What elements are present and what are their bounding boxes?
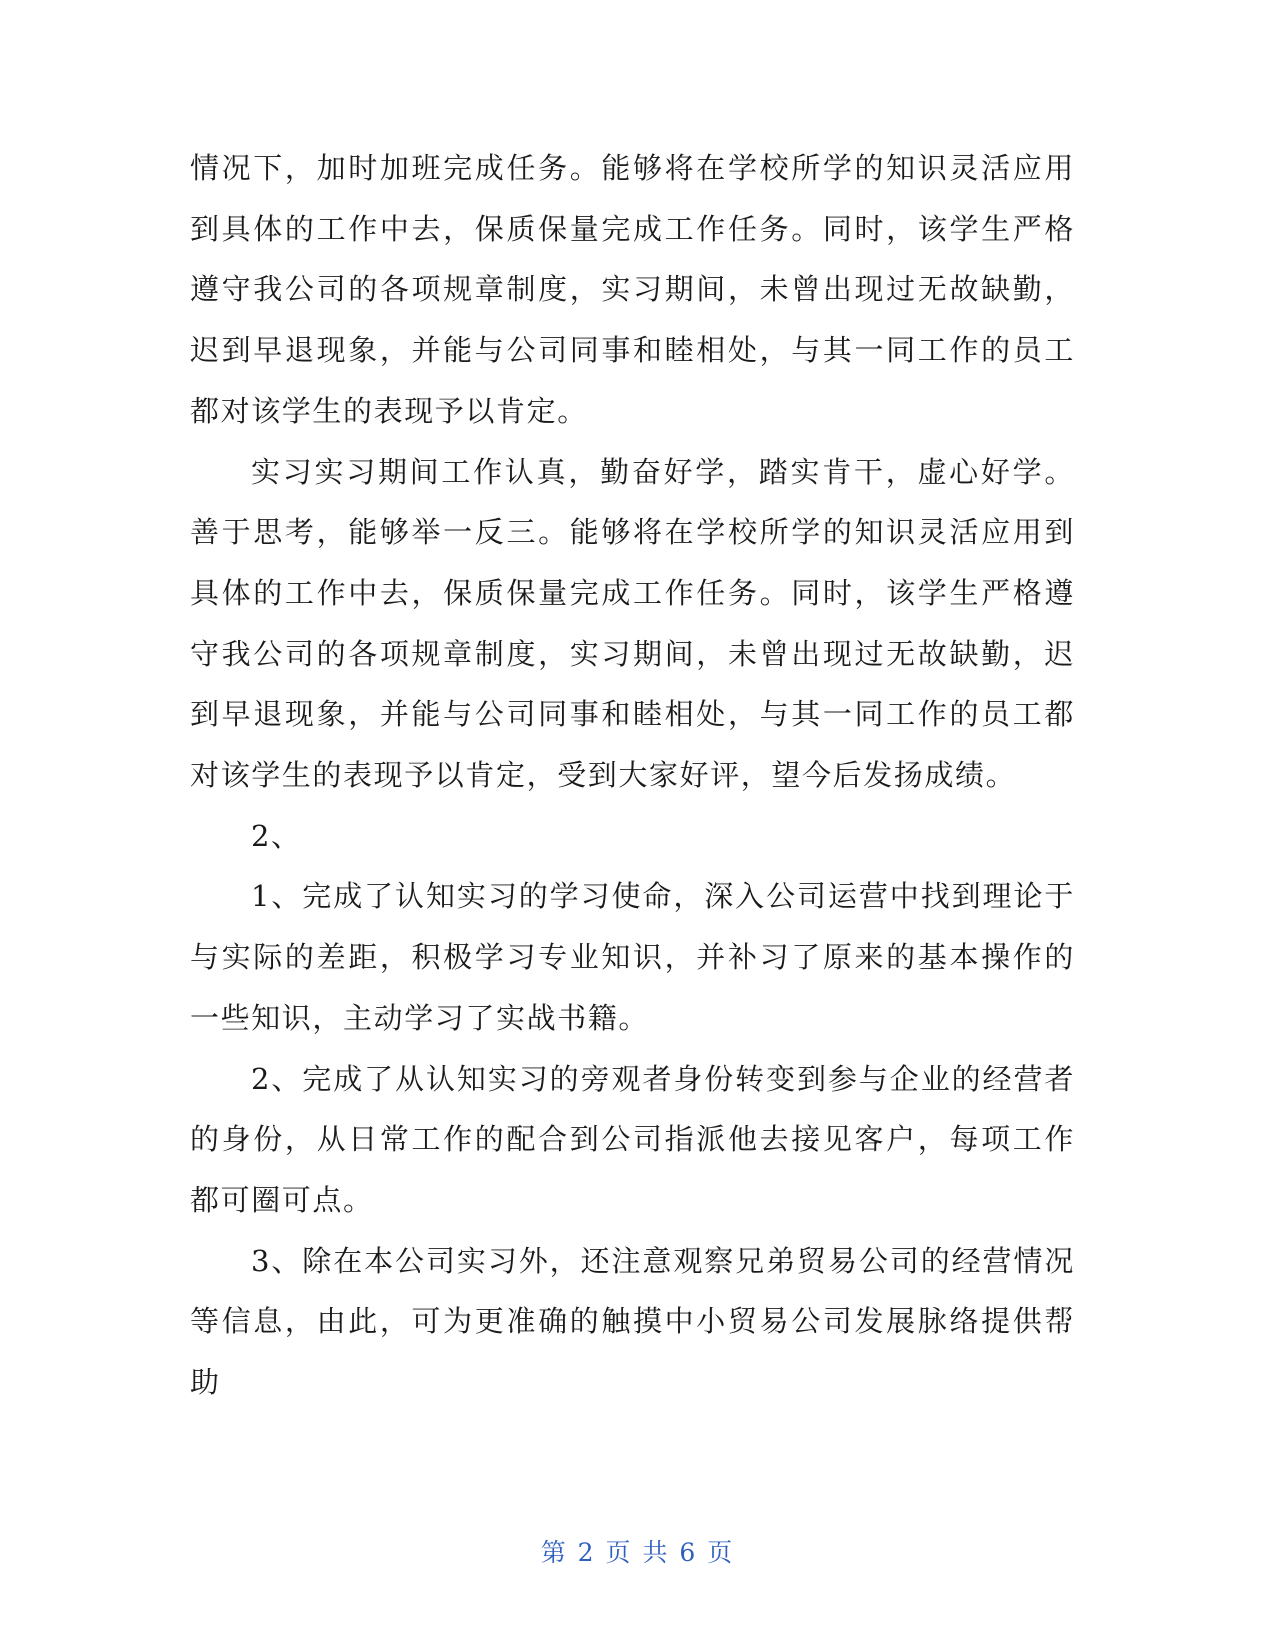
page-number-label: 第 2 页 共 6 页 [540,1538,735,1567]
list-item-1: 1、完成了认知实习的学习使命，深入公司运营中找到理论于与实际的差距，积极学习专业知识，并补习了原来的基本操作的一些知识，主动学习了实战书籍。 [190,879,1075,1035]
list-item-3: 3、除在本公司实习外，还注意观察兄弟贸易公司的经营情况等信息，由此，可为更准确的触摸中小贸易公司发展脉络提供帮助 [190,1243,1075,1400]
list-item-2: 2、完成了从认知实习的旁观者身份转变到参与企业的经营者的身份，从日常工作的配合到公司指派他去接见客户，每项工作都可圈可点。 [190,1061,1075,1217]
paragraph-evaluation: 实习实习期间工作认真，勤奋好学，踏实肯干，虚心好学。善于思考，能够举一反三。能够将在学校所学的知识灵活应用到具体的工作中去，保质保量完成工作任务。同时，该学生严格遵守我公司的各项规章制度，实习期间，未曾出现过无故缺勤，迟到早退现象，并能与公司同事和睦相处，与其一同工作的员工都对该学生的表现予以肯定，受到大家好评，望今后发扬成绩。 [190,454,1075,793]
document-body [190,138,1075,1413]
section-number: 2、 [251,818,302,853]
paragraph-continued: 情况下，加时加班完成任务。能够将在学校所学的知识灵活应用到具体的工作中去，保质保量完成工作任务。同时，该学生严格遵守我公司的各项规章制度，实习期间，未曾出现过无故缺勤，迟到早退现象，并能与公司同事和睦相处，与其一同工作的员工都对该学生的表现予以肯定。 [190,151,1075,428]
page-footer [0,1533,1275,1569]
